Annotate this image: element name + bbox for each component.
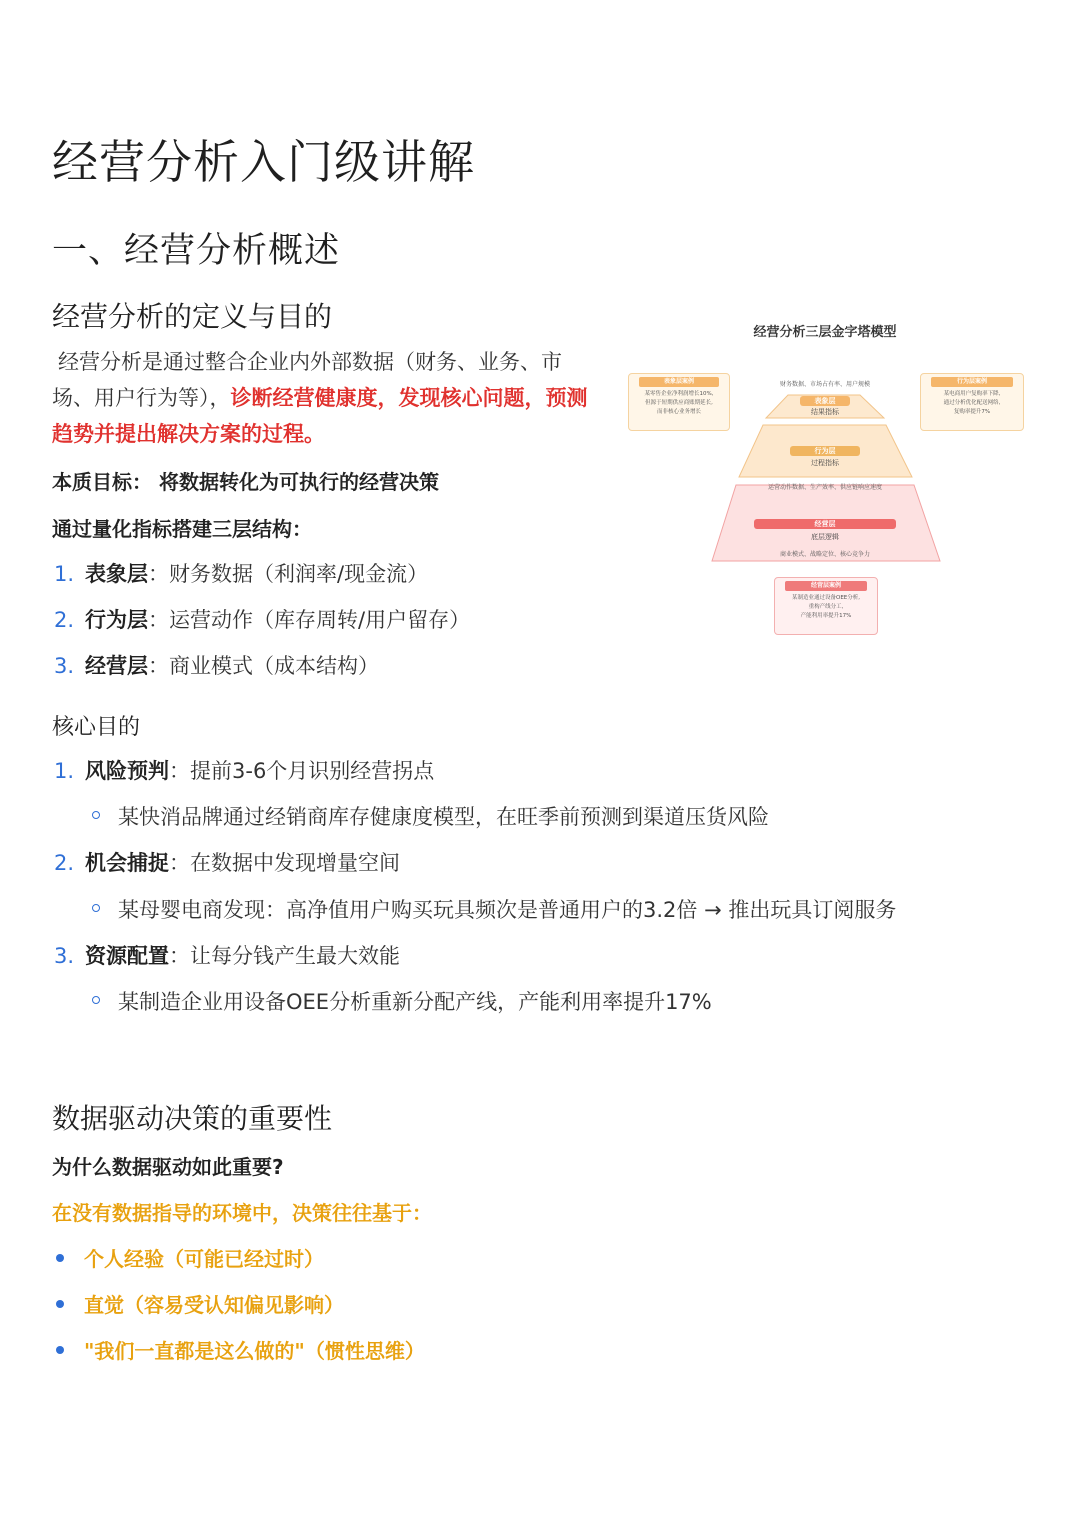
core-purpose-heading: 核心目的 [52, 715, 141, 740]
top-note: 财务数据、市场占有率、用户规模 [779, 381, 870, 388]
example-text: 某制造企业用设备OEE分析重新分配产线，产能利用率提升17% [118, 990, 712, 1014]
definition-paragraph [52, 344, 592, 452]
layer-name: 经营层 [85, 654, 148, 678]
list-number: 1. [54, 759, 75, 783]
without-data-statement: 在没有数据指导的环境中，决策往往基于： [52, 1201, 432, 1225]
case-left-line: 而非核心业务增长 [656, 409, 701, 415]
page-title: 经营分析入门级讲解 [52, 135, 475, 189]
list-item [54, 847, 400, 877]
bullet-text: "我们一直都是这么做的"（惯性思维） [84, 1339, 425, 1363]
middle-note: 运营动作数据、生产效率、供应链响应速度 [767, 484, 882, 491]
bullet-text: 个人经验（可能已经过时） [84, 1247, 324, 1271]
bullet-icon [56, 1300, 64, 1308]
bullet-text: 直觉（容易受认知偏见影响） [84, 1293, 344, 1317]
list-number: 2. [54, 851, 75, 875]
layer-name: 表象层 [85, 562, 148, 586]
why-question: 为什么数据驱动如此重要? [52, 1155, 284, 1179]
case-bottom-line: 产能利用率提升17% [800, 613, 852, 619]
purpose-name: 风险预判 [85, 759, 169, 783]
layer-desc: ：运营动作（库存周转/用户留存） [148, 608, 471, 632]
case-left-box [628, 373, 730, 431]
case-right-head: 行为层案例 [931, 377, 1013, 387]
case-right-line: 复购率提升7% [953, 409, 991, 415]
case-left-line: 某零售企业净利润增长10%, [644, 391, 714, 397]
essence-statement: 本质目标： 将数据转化为可执行的经营决策 [52, 470, 439, 494]
list-number: 1. [54, 562, 75, 586]
case-left-line: 但源于短期供应商账期延长, [645, 400, 713, 406]
list-number: 3. [54, 944, 75, 968]
bullet-icon [56, 1254, 64, 1262]
list-number: 2. [54, 608, 75, 632]
definition-highlight: 诊断经营健康度，发现核心问题，预测趋势并提出解决方案的过程。 [52, 386, 588, 446]
case-right-line: 某电商用户复购率下降, [943, 391, 1001, 397]
case-bottom-line: 某制造业通过设备OEE分析, [791, 595, 861, 601]
circle-bullet-icon [92, 811, 100, 819]
list-number: 3. [54, 654, 75, 678]
layer3-sub: 底层逻辑 [811, 533, 839, 541]
case-right-box [920, 373, 1024, 431]
example-item [92, 801, 769, 831]
list-item [54, 604, 470, 634]
circle-bullet-icon [92, 996, 100, 1004]
purpose-desc: ：在数据中发现增量空间 [169, 851, 400, 875]
subsection-definition: 经营分析的定义与目的 [52, 300, 333, 333]
purpose-desc: ：提前3-6个月识别经营拐点 [169, 759, 435, 783]
diagram-title: 经营分析三层金字塔模型 [753, 325, 897, 340]
layer3-label: 经营层 [754, 519, 896, 529]
list-item [54, 650, 379, 680]
list-item [56, 1289, 344, 1318]
list-item [54, 940, 400, 970]
purpose-desc: ：让每分钱产生最大效能 [169, 944, 400, 968]
layer-desc: ：商业模式（成本结构） [148, 654, 379, 678]
case-bottom-box [774, 577, 878, 635]
layer-desc: ：财务数据（利润率/现金流） [148, 562, 429, 586]
layer2-sub: 过程指标 [811, 459, 839, 467]
list-item [54, 755, 434, 785]
circle-bullet-icon [92, 904, 100, 912]
subsection-importance: 数据驱动决策的重要性 [52, 1102, 333, 1135]
purpose-name: 机会捕捉 [85, 851, 169, 875]
example-text: 某母婴电商发现：高净值用户购买玩具频次是普通用户的3.2倍 → 推出玩具订阅服务 [118, 898, 897, 922]
case-right-line: 通过分析优化配送网络, [943, 400, 1001, 406]
structure-intro: 通过量化指标搭建三层结构： [52, 517, 312, 541]
layer1-sub: 结果指标 [811, 408, 839, 416]
pyramid-diagram [620, 315, 1030, 645]
list-item [56, 1335, 425, 1364]
definition-text: 经营分析是通过整合企业内外部数据（财务、业务、市场、用户行为等）， [52, 350, 562, 410]
example-text: 某快消品牌通过经销商库存健康度模型，在旺季前预测到渠道压货风险 [118, 805, 769, 829]
case-bottom-head: 经营层案例 [785, 581, 867, 591]
bottom-note: 商业模式、战略定位、核心竞争力 [779, 551, 870, 558]
case-bottom-line: 重构产线分工, [808, 604, 844, 610]
example-item [92, 986, 712, 1016]
bullet-icon [56, 1346, 64, 1354]
layer2-label: 行为层 [790, 446, 860, 456]
case-left-head: 表象层案例 [639, 377, 719, 387]
example-item [92, 894, 896, 924]
purpose-name: 资源配置 [85, 944, 169, 968]
section-heading: 一、经营分析概述 [52, 231, 341, 271]
list-item [54, 558, 428, 588]
layer1-label: 表象层 [800, 396, 850, 406]
layer-name: 行为层 [85, 608, 148, 632]
list-item [56, 1243, 324, 1272]
